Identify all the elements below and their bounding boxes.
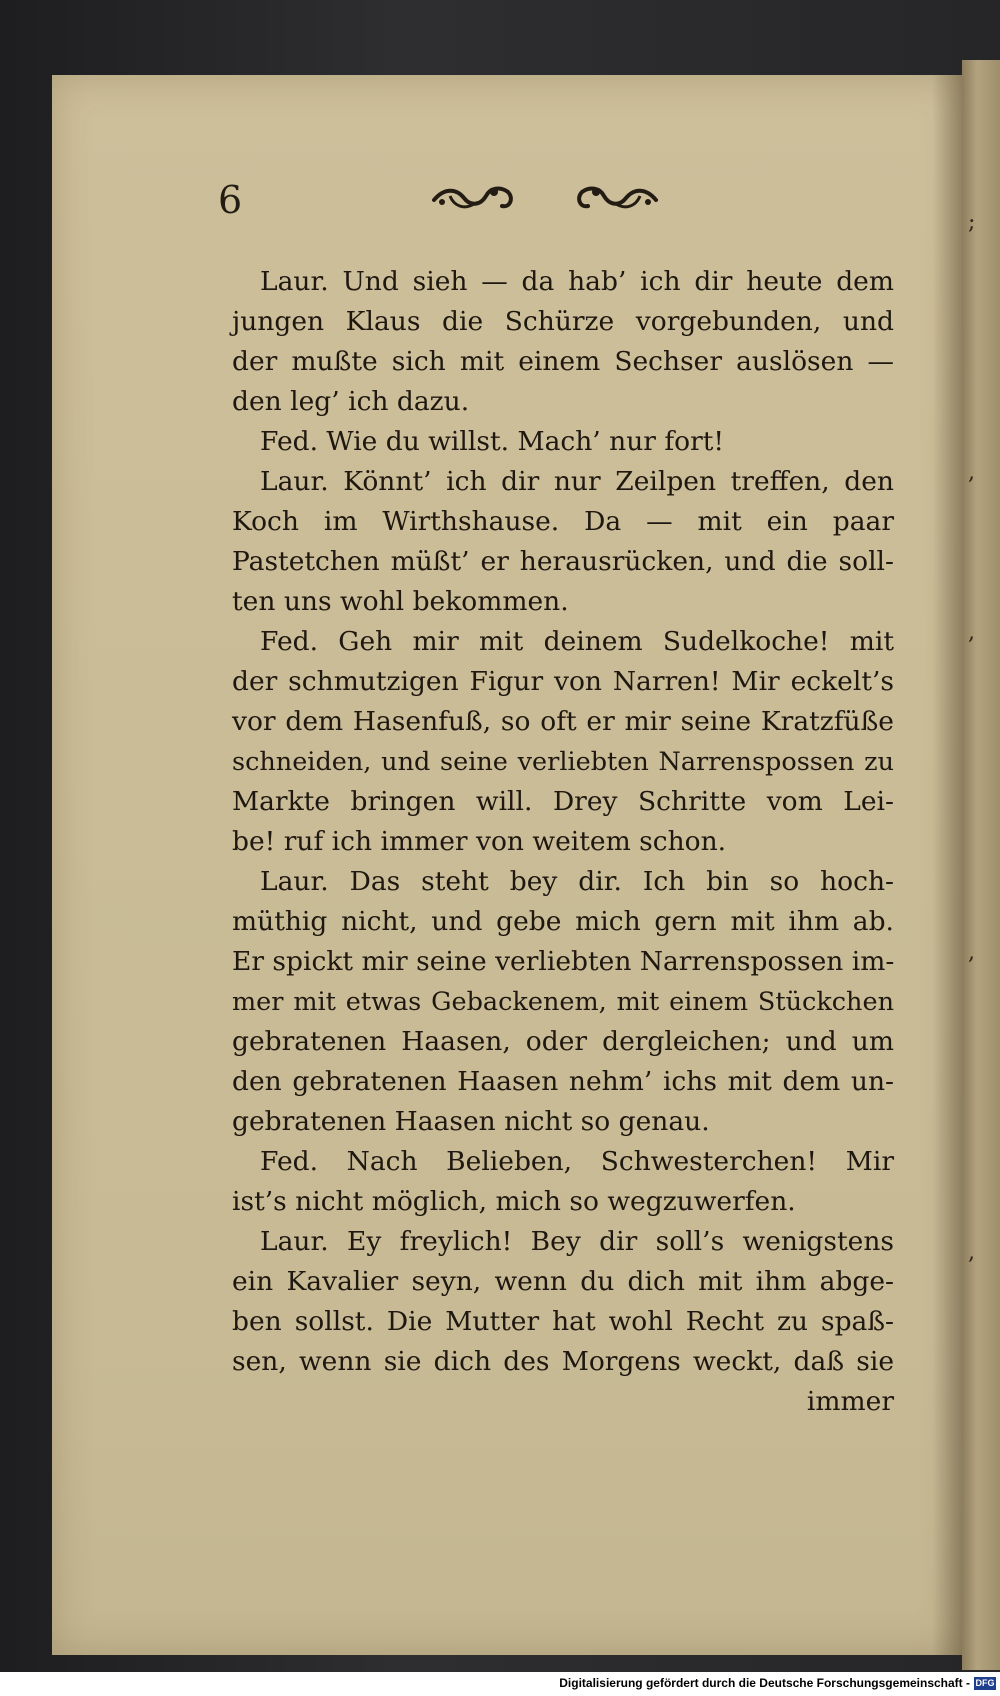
text-line: Fed. Geh mir mit deinem Sudelkoche! mit [260,626,894,657]
text-line: ist’s nicht möglich, mich so wegzuwerfen. [232,1186,796,1217]
text-line: Laur. Das steht bey dir. Ich bin so hoch- [260,866,894,897]
dfg-logo: DFG [975,1678,995,1688]
adjacent-page-edge: ; , , , , [962,60,1000,1670]
footer-credit: Digitalisierung gefördert durch die Deutsche Forschungsgemeinschaft - [559,1676,970,1690]
text-line: sen, wenn sie dich des Morgens weckt, daß sie [232,1346,894,1377]
text-line: der mußte sich mit einem Sechser auslösen — [232,346,894,377]
text-line: jungen Klaus die Schürze vorgebunden, und [232,306,894,337]
text-line: Fed. Nach Belieben, Schwesterchen! Mir [260,1146,894,1177]
text-line: Laur. Könnt’ ich dir nur Zeilpen treffen, den [260,466,894,497]
text-line: der schmutzigen Figur von Narren! Mir eckelt’s [232,666,894,697]
text-line: gebratenen Haasen, oder dergleichen; und um [232,1026,894,1057]
text-line: mer mit etwas Gebackenem, mit einem Stückchen [232,987,894,1017]
digitization-footer [0,1672,1000,1696]
text-line: Koch im Wirthshause. Da — mit ein paar [232,506,894,537]
text-line: den leg’ ich dazu. [232,386,470,417]
text-line: den gebratenen Haasen nehm’ ichs mit dem un- [232,1066,894,1097]
text-line: schneiden, und seine verliebten Narrenspossen zu [232,747,894,777]
page-text [232,262,894,1422]
left-flourish-ornament [430,178,520,220]
text-line: gebratenen Haasen nicht so genau. [232,1106,710,1137]
right-flourish-ornament [570,178,660,220]
text-line: Fed. Wie du willst. Mach’ nur fort! [260,426,725,457]
text-line: Markte bringen will. Drey Schritte vom Lei- [232,786,894,817]
text-line: Laur. Ey freylich! Bey dir soll’s wenigstens [260,1226,894,1257]
text-line: ein Kavalier seyn, wenn du dich mit ihm abge- [232,1266,894,1297]
text-line: müthig nicht, und gebe mich gern mit ihm ab. [232,906,894,937]
text-line: Pastetchen müßt’ er herausrücken, und die soll- [232,546,894,577]
text-line: Er spickt mir seine verliebten Narrenspossen im- [232,946,895,977]
text-line: be! ruf ich immer von weitem schon. [232,826,727,857]
text-line: Laur. Und sieh — da hab’ ich dir heute dem [260,266,894,297]
page-number: 6 [218,178,243,222]
text-line: vor dem Hasenfuß, so oft er mir seine Kratzfüße [232,706,894,737]
text-line: ten uns wohl bekommen. [232,586,569,617]
catchword: immer [806,1386,894,1417]
text-line: ben sollst. Die Mutter hat wohl Recht zu spaß- [232,1306,894,1337]
